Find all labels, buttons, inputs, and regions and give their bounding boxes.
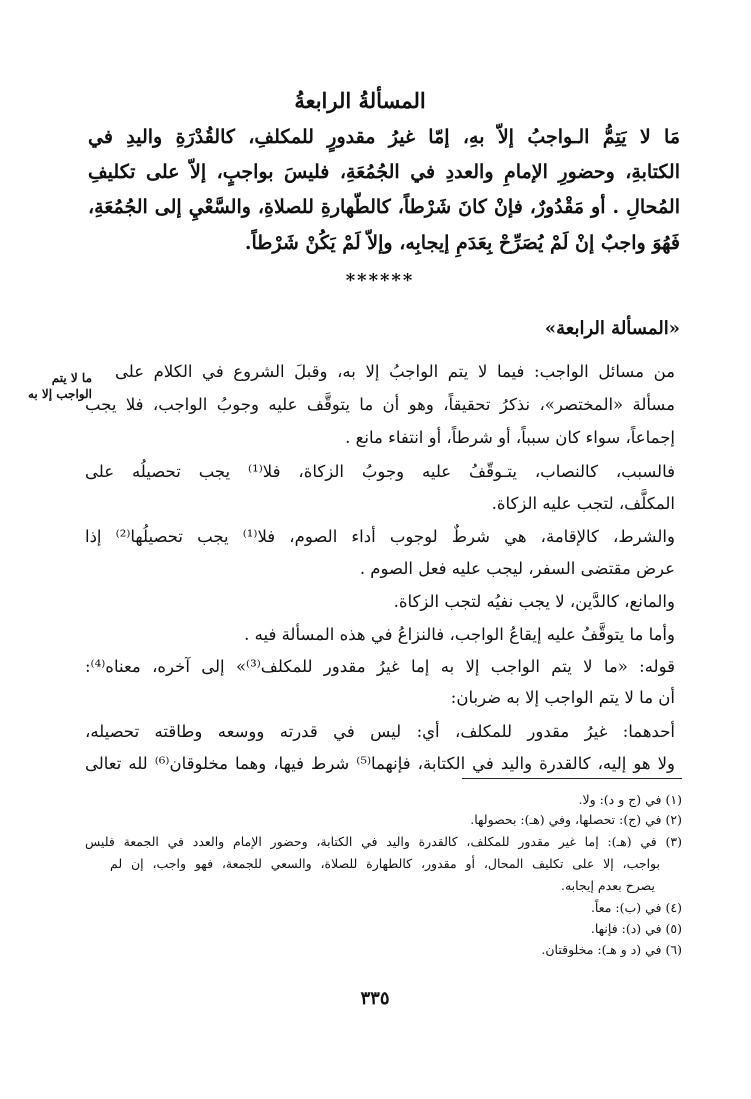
body-line: أحدهما: غيرُ مقدور للمكلف، أي: ليس في قدرته ووسعه وطاقته تحصيله، [85, 722, 675, 741]
body-line: إجماعاً، سواء كان سبباً، أو شرطاً، أو انتفاء مانع . [345, 428, 675, 447]
footnote: بواجب، إلا على تكليف المحال، أو مقدور، كالطهارة للصلاة، والسعي للجمعة، فهو واجب، إن لم [110, 856, 660, 871]
body-line: وأما ما يتوقَّفُ عليه إيقاعُ الواجب، فالنزاعُ في هذه المسألة فيه . [244, 625, 675, 644]
body-line: فالسبب، كالنصاب، يتـوقّفُ عليه وجوبُ الزكاة، فلا⁽¹⁾ يجب تحصيلُه على [85, 462, 675, 481]
footnote: (٢) في (ج): تحصلها، وفي (هـ): بحصولها. [470, 812, 682, 827]
body-line: مسألة «المختصر»، نذكرُ تحقيقاً، وهو أن ما يتوقَّف عليه وجوبُ الواجب، فلا يجب [85, 395, 675, 414]
body-line: أن ما لا يتم الواجب إلا به ضربان: [450, 688, 675, 707]
matn-line: مَا لا يَتِمُّ الـواجبُ إلاّ بهِ، إمّا غيرُ مقدورٍ للمكلفِ، كالقُدْرَةِ واليدِ في [88, 126, 680, 148]
body-line: عرض مقتضى السفر، ليجب عليه فعل الصوم . [359, 559, 675, 578]
page-number: ٣٣٥ [360, 988, 390, 1009]
body-line: والمانع، كالدَّين، لا يجب نفيُه لتجب الزكاة. [393, 592, 675, 611]
sharh-title: «المسألة الرابعة» [544, 318, 680, 339]
footnote: (٥) في (د): فإنها. [590, 921, 682, 936]
body-line: قوله: «ما لا يتم الواجب إلا به إما غيرُ مقدور للمكلف⁽³⁾» إلى آخره، معناه⁽⁴⁾: [85, 657, 676, 676]
footnote: (٣) في (هـ): إما غير مقدور للمكلف، كالقدرة واليد في الكتابة، وحضور الإمام والعدد في الجمعة فليس [85, 834, 682, 849]
section-separator: ****** [345, 270, 415, 291]
footnote-rule [462, 778, 682, 779]
footnote: (١) في (ج و د): ولا. [578, 792, 682, 807]
matn-title: المسألةُ الرابعةُ [294, 88, 426, 113]
body-line: والشرط، كالإقامة، هي شرطٌ لوجوب أداء الصوم، فلا⁽¹⁾ يجب تحصيلُها⁽²⁾ إذا [85, 527, 675, 546]
matn-line: الكتابةِ، وحضورِ الإمامِ والعددِ في الجُمُعَةِ، فليسَ بواجبٍ، إلاّ على تكليفِ [88, 161, 680, 183]
matn-line: المُحالِ . أو مَقْدُورٌ، فإنْ كانَ شَرْطاً، كالطّهارةِ للصلاةِ، والسَّعْيِ إلى الجُمُعَةِ، [88, 196, 680, 218]
footnote: يصرح بعدم إيجابه. [560, 878, 655, 893]
footnote: (٦) في (د و هـ): مخلوقتان. [541, 942, 682, 957]
footnote: (٤) في (ب): معاً. [590, 900, 682, 915]
matn-line: فَهُوَ واجبٌ إنْ لَمْ يُصَرِّحْ بِعَدَمِ إيجابِه، وإلاّ لَمْ يَكُنْ شَرْطاً. [244, 232, 680, 254]
body-line: من مسائل الواجب: فيما لا يتم الواجبُ إلا به، وقبلَ الشروع في الكلام على [115, 362, 675, 381]
body-line: ولا هو إليه، كالقدرة واليد في الكتابة، فإنهما⁽⁵⁾ شرط فيها، وهما مخلوقان⁽⁶⁾ لله تعالى [85, 754, 675, 773]
body-line: المكلَّف، لتجب عليه الزكاة. [491, 494, 675, 513]
margin-note: ما لا يتم الواجب إلا به [27, 371, 92, 401]
